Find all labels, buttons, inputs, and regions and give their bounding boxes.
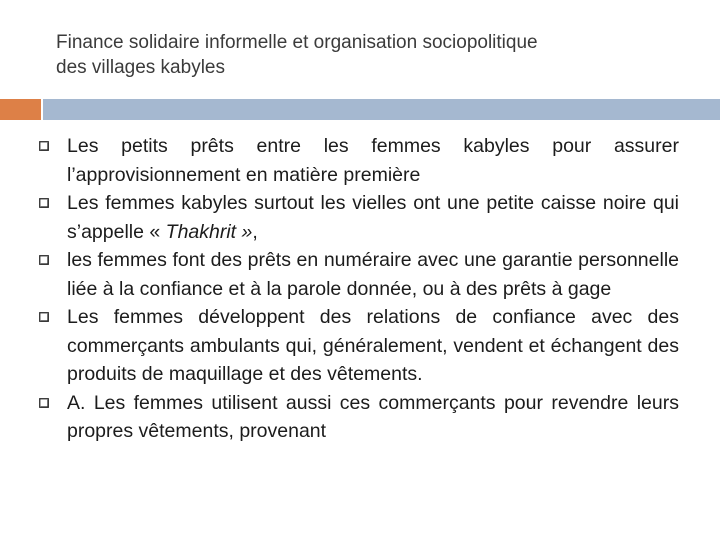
bullet-item <box>0 132 679 189</box>
bullet-text: A. Les femmes utilisent aussi ces commerçants pour revendre leurs propres vêtements, provenant <box>67 391 679 442</box>
divider-accent-block <box>0 99 41 120</box>
bullet-list <box>0 132 720 446</box>
divider-band <box>43 99 720 120</box>
bullet-text-after: , <box>252 220 258 243</box>
bullet-emphasis: Thakhrit » <box>165 220 253 243</box>
bullet-text: les femmes font des prêts en numéraire avec une garantie personnelle liée à la confiance et à la parole donnée, ou à des prêts à gage <box>67 249 679 300</box>
bullet-item <box>0 246 679 303</box>
slide-title-line-2: des villages kabyles <box>56 57 225 78</box>
square-bullet-icon <box>39 198 49 208</box>
bullet-item <box>0 389 679 446</box>
slide-title <box>56 30 696 80</box>
slide-title-line-1: Finance solidaire informelle et organisation sociopolitique <box>56 32 538 53</box>
bullet-text: Les femmes kabyles surtout les vielles ont une petite caisse noire qui s’appelle « <box>67 192 679 243</box>
bullet-item <box>0 189 679 246</box>
bullet-item <box>0 303 679 389</box>
square-bullet-icon <box>39 141 49 151</box>
square-bullet-icon <box>39 312 49 322</box>
square-bullet-icon <box>39 398 49 408</box>
square-bullet-icon <box>39 255 49 265</box>
bullet-text: Les femmes développent des relations de confiance avec des commerçants ambulants qui, généralement, vendent et échangent des produits de maquillage et des vêtements. <box>67 306 679 385</box>
bullet-text: Les petits prêts entre les femmes kabyles pour assurer l’approvisionnement en matière première <box>67 135 679 186</box>
